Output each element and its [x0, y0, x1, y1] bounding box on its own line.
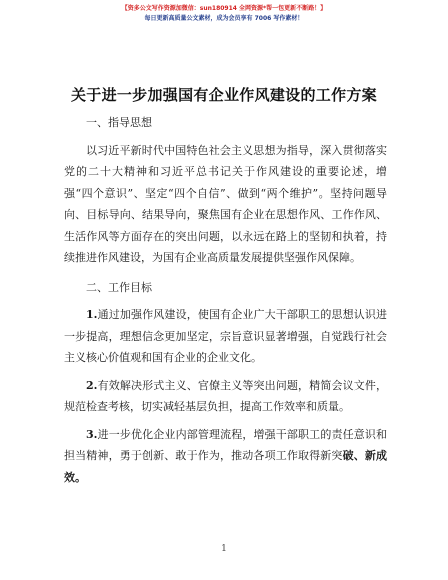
goal-item-3 — [64, 424, 387, 489]
goal-text: 通过加强作风建设，使国有企业广大干部职工的思想认识进一步提高，理想信念更加坚定，宗旨意识显著增强，自觉践行社会主义核心价值观和国有企业的企业文化。 — [64, 308, 387, 364]
section-heading-guiding-ideology: 一、指导思想 — [86, 116, 152, 129]
goal-number: 2. — [86, 378, 98, 392]
goal-item-2 — [64, 375, 387, 418]
goal-item-1 — [64, 304, 387, 369]
document-body — [64, 112, 387, 488]
promo-line-1: 【资多公文写作资源加微信：sun180914 全网资源*帮一包更新不断路！】 — [121, 5, 327, 12]
guiding-ideology-paragraph: 以习近平新时代中国特色社会主义思想为指导，深入贯彻落实党的二十大精神和习近平总书记关于作风建设的重要论述，增强“四个意识”、坚定“四个自信”、做到“两个维护”。坚持问题导向、目标导向、结果导向，聚焦国有企业在思想作风、工作作风、生活作风等方面存在的突出问题，以永远在路上的坚韧和执着，持续推进作风建设，为国有企业高质量发展提供坚强作风保障。 — [64, 143, 387, 264]
promo-header — [0, 4, 448, 24]
document-title: 关于进一步加强国有企业作风建设的工作方案 — [70, 86, 377, 104]
goal-text: 进一步优化企业内部管理流程，增强干部职工的责任意识和担当精神，勇于创新、敢于作为，推动各项工作取得新突 — [64, 427, 387, 462]
goal-number: 1. — [86, 308, 98, 321]
goal-number: 3. — [86, 427, 98, 441]
promo-line-2: 每日更新高质量公文素材，成为会员享有 7006 写作素材！ — [144, 15, 304, 22]
goal-text-tail: 破、新成效。 — [64, 449, 388, 484]
page-number: 1 — [221, 544, 227, 554]
section-heading-work-goals: 二、工作目标 — [86, 280, 152, 294]
goal-text: 有效解决形式主义、官僚主义等突出问题，精简会议文件，规范检查考核，切实减轻基层负担，提高工作效率和质量。 — [64, 378, 387, 413]
